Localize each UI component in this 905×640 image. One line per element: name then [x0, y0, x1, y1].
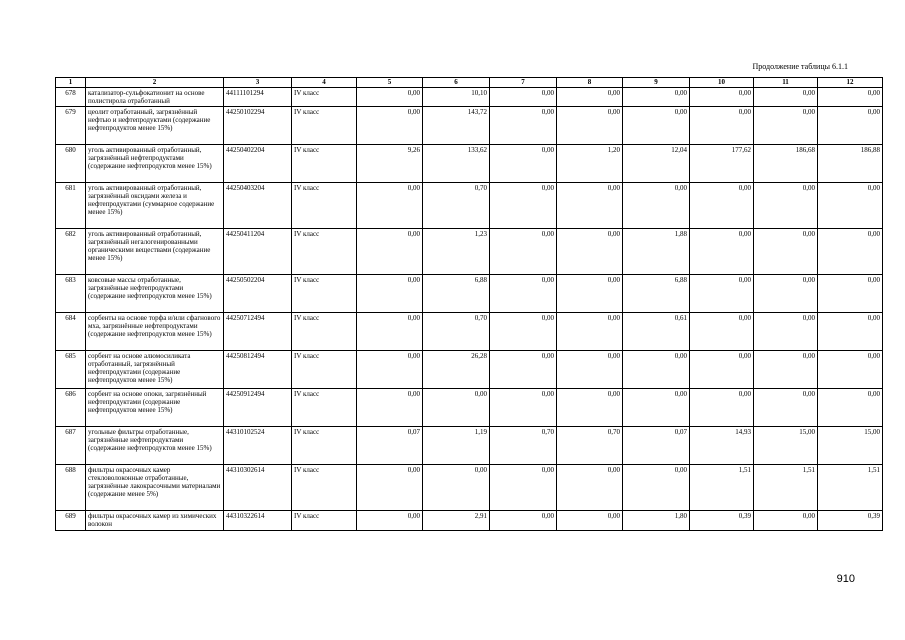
- column-header: 10: [690, 78, 754, 88]
- value-cell: 0,00: [357, 107, 423, 145]
- table-row: [56, 145, 883, 183]
- column-header: 1: [56, 78, 86, 88]
- value-cell: 0,00: [490, 183, 557, 229]
- value-cell: 0,00: [557, 229, 623, 275]
- column-header: 8: [557, 78, 623, 88]
- value-cell: 0,00: [357, 88, 423, 107]
- value-cell: 1,51: [818, 465, 883, 511]
- value-cell: 0,07: [623, 427, 690, 465]
- waste-name: катализатор-сульфокатионит на основе полистирола отработанный: [86, 88, 224, 107]
- value-cell: 0,00: [357, 465, 423, 511]
- value-cell: 0,00: [690, 275, 754, 313]
- value-cell: 1,88: [623, 229, 690, 275]
- hazard-class: IV класс: [292, 275, 357, 313]
- value-cell: 0,00: [623, 351, 690, 389]
- column-header: 11: [754, 78, 818, 88]
- column-header: 9: [623, 78, 690, 88]
- column-header: 5: [357, 78, 423, 88]
- page-number: 910: [836, 573, 855, 585]
- table-row: [56, 389, 883, 427]
- row-number: 682: [56, 229, 86, 275]
- value-cell: 0,70: [423, 183, 490, 229]
- value-cell: 2,91: [423, 511, 490, 531]
- row-number: 678: [56, 88, 86, 107]
- value-cell: 0,00: [490, 465, 557, 511]
- value-cell: 1,51: [690, 465, 754, 511]
- value-cell: 0,00: [557, 183, 623, 229]
- table-row: [56, 183, 883, 229]
- value-cell: 0,70: [490, 427, 557, 465]
- value-cell: 0,00: [818, 88, 883, 107]
- value-cell: 0,00: [818, 107, 883, 145]
- value-cell: 0,00: [357, 389, 423, 427]
- table-continuation-caption: Продолжение таблицы 6.1.1: [752, 62, 848, 71]
- row-number: 688: [56, 465, 86, 511]
- table-row: [56, 88, 883, 107]
- table-row: [56, 351, 883, 389]
- value-cell: 9,26: [357, 145, 423, 183]
- hazard-class: IV класс: [292, 427, 357, 465]
- waste-name: сорбент на основе опоки, загрязнённый нефтепродуктами (содержание нефтепродуктов менее 15%): [86, 389, 224, 427]
- waste-name: угольные фильтры отработанные, загрязнённые нефтепродуктами (содержание нефтепродуктов менее 15%): [86, 427, 224, 465]
- table-row: [56, 427, 883, 465]
- column-header: 7: [490, 78, 557, 88]
- value-cell: 0,00: [754, 511, 818, 531]
- value-cell: 177,62: [690, 145, 754, 183]
- hazard-class: IV класс: [292, 145, 357, 183]
- waste-table: [55, 77, 883, 531]
- table-row: [56, 107, 883, 145]
- value-cell: 6,88: [423, 275, 490, 313]
- table-row: [56, 511, 883, 531]
- value-cell: 0,00: [423, 389, 490, 427]
- value-cell: 12,04: [623, 145, 690, 183]
- value-cell: 0,00: [818, 389, 883, 427]
- value-cell: 0,00: [557, 511, 623, 531]
- value-cell: 0,00: [490, 389, 557, 427]
- value-cell: 0,00: [690, 88, 754, 107]
- value-cell: 0,00: [623, 88, 690, 107]
- value-cell: 1,80: [623, 511, 690, 531]
- fkko-code: 44310322614: [224, 511, 292, 531]
- row-number: 689: [56, 511, 86, 531]
- value-cell: 0,61: [623, 313, 690, 351]
- value-cell: 0,00: [690, 389, 754, 427]
- fkko-code: 44250502204: [224, 275, 292, 313]
- value-cell: 0,39: [818, 511, 883, 531]
- waste-name: уголь активированный отработанный, загрязнённый негалогенированными органическими веществами (содержание менее 15%): [86, 229, 224, 275]
- row-number: 687: [56, 427, 86, 465]
- header-row: [56, 78, 883, 88]
- value-cell: 0,00: [818, 229, 883, 275]
- fkko-code: 44310102524: [224, 427, 292, 465]
- value-cell: 0,00: [557, 88, 623, 107]
- value-cell: 10,10: [423, 88, 490, 107]
- value-cell: 0,00: [490, 275, 557, 313]
- value-cell: 0,00: [623, 389, 690, 427]
- fkko-code: 44250912494: [224, 389, 292, 427]
- value-cell: 0,00: [357, 313, 423, 351]
- fkko-code: 44250402204: [224, 145, 292, 183]
- hazard-class: IV класс: [292, 229, 357, 275]
- value-cell: 0,00: [754, 88, 818, 107]
- value-cell: 0,00: [490, 511, 557, 531]
- value-cell: 0,00: [754, 275, 818, 313]
- value-cell: 0,00: [557, 465, 623, 511]
- hazard-class: IV класс: [292, 313, 357, 351]
- value-cell: 0,00: [754, 229, 818, 275]
- value-cell: 0,00: [818, 351, 883, 389]
- value-cell: 15,00: [754, 427, 818, 465]
- value-cell: 14,93: [690, 427, 754, 465]
- value-cell: 0,00: [690, 229, 754, 275]
- value-cell: 0,00: [754, 107, 818, 145]
- value-cell: 6,88: [623, 275, 690, 313]
- column-header: 6: [423, 78, 490, 88]
- value-cell: 0,00: [357, 183, 423, 229]
- row-number: 680: [56, 145, 86, 183]
- value-cell: 26,28: [423, 351, 490, 389]
- value-cell: 143,72: [423, 107, 490, 145]
- value-cell: 186,68: [754, 145, 818, 183]
- table-row: [56, 313, 883, 351]
- waste-name: цеолит отработанный, загрязнённый нефтью и нефтепродуктами (содержание нефтепродуктов менее 15%): [86, 107, 224, 145]
- value-cell: 0,39: [690, 511, 754, 531]
- fkko-code: 44250712494: [224, 313, 292, 351]
- waste-name: уголь активированный отработанный, загрязнённый оксидами железа и нефтепродуктами (суммарное содержание менее 15%): [86, 183, 224, 229]
- column-header: 3: [224, 78, 292, 88]
- column-header: 12: [818, 78, 883, 88]
- waste-name: уголь активированный отработанный, загрязнённый нефтепродуктами (содержание нефтепродуктов менее 15%): [86, 145, 224, 183]
- row-number: 683: [56, 275, 86, 313]
- row-number: 686: [56, 389, 86, 427]
- value-cell: 1,20: [557, 145, 623, 183]
- value-cell: 0,00: [423, 465, 490, 511]
- fkko-code: 44250812494: [224, 351, 292, 389]
- value-cell: 0,00: [490, 107, 557, 145]
- row-number: 684: [56, 313, 86, 351]
- value-cell: 0,00: [754, 351, 818, 389]
- value-cell: 0,00: [490, 229, 557, 275]
- fkko-code: 44250411204: [224, 229, 292, 275]
- value-cell: 0,70: [423, 313, 490, 351]
- value-cell: 0,00: [357, 229, 423, 275]
- waste-name: сорбенты на основе торфа и/или сфагнового мха, загрязнённые нефтепродуктами (содержание нефтепродуктов менее 15%): [86, 313, 224, 351]
- hazard-class: IV класс: [292, 351, 357, 389]
- column-header: 4: [292, 78, 357, 88]
- value-cell: 0,00: [754, 183, 818, 229]
- value-cell: 0,00: [690, 183, 754, 229]
- value-cell: 0,00: [754, 389, 818, 427]
- value-cell: 1,51: [754, 465, 818, 511]
- waste-name: фильтры окрасочных камер из химических волокон: [86, 511, 224, 531]
- value-cell: 0,00: [490, 351, 557, 389]
- value-cell: 1,23: [423, 229, 490, 275]
- row-number: 685: [56, 351, 86, 389]
- value-cell: 0,00: [357, 275, 423, 313]
- row-number: 679: [56, 107, 86, 145]
- value-cell: 0,00: [690, 313, 754, 351]
- fkko-code: 44250403204: [224, 183, 292, 229]
- fkko-code: 44310302614: [224, 465, 292, 511]
- hazard-class: IV класс: [292, 88, 357, 107]
- value-cell: 0,00: [623, 183, 690, 229]
- fkko-code: 44111101294: [224, 88, 292, 107]
- waste-name: сорбент на основе алюмосиликата отработанный, загрязнённый нефтепродуктами (содержание нефтепродуктов менее 15%): [86, 351, 224, 389]
- value-cell: 0,00: [357, 351, 423, 389]
- table-row: [56, 465, 883, 511]
- value-cell: 0,00: [818, 275, 883, 313]
- hazard-class: IV класс: [292, 465, 357, 511]
- value-cell: 133,62: [423, 145, 490, 183]
- table-row: [56, 229, 883, 275]
- value-cell: 0,00: [690, 351, 754, 389]
- table-body: [56, 88, 883, 531]
- fkko-code: 44250102294: [224, 107, 292, 145]
- value-cell: 0,00: [690, 107, 754, 145]
- value-cell: 0,00: [557, 389, 623, 427]
- value-cell: 0,00: [490, 313, 557, 351]
- value-cell: 186,88: [818, 145, 883, 183]
- hazard-class: IV класс: [292, 107, 357, 145]
- waste-name: ковсовые массы отработанные, загрязнённые нефтепродуктами (содержание нефтепродуктов менее 15%): [86, 275, 224, 313]
- hazard-class: IV класс: [292, 183, 357, 229]
- value-cell: 0,00: [557, 275, 623, 313]
- column-header: 2: [86, 78, 224, 88]
- value-cell: 0,07: [357, 427, 423, 465]
- value-cell: 0,00: [357, 511, 423, 531]
- table-row: [56, 275, 883, 313]
- value-cell: 0,00: [818, 183, 883, 229]
- value-cell: 0,00: [557, 351, 623, 389]
- value-cell: 0,00: [557, 107, 623, 145]
- value-cell: 0,00: [557, 313, 623, 351]
- value-cell: 0,00: [623, 107, 690, 145]
- value-cell: 0,00: [818, 313, 883, 351]
- row-number: 681: [56, 183, 86, 229]
- waste-name: фильтры окрасочных камер стекловолоконные отработанные, загрязнённые лакокрасочными материалами (содержание менее 5%): [86, 465, 224, 511]
- value-cell: 1,19: [423, 427, 490, 465]
- hazard-class: IV класс: [292, 511, 357, 531]
- hazard-class: IV класс: [292, 389, 357, 427]
- value-cell: 0,00: [490, 88, 557, 107]
- value-cell: 0,70: [557, 427, 623, 465]
- value-cell: 15,00: [818, 427, 883, 465]
- value-cell: 0,00: [754, 313, 818, 351]
- value-cell: 0,00: [490, 145, 557, 183]
- value-cell: 0,00: [623, 465, 690, 511]
